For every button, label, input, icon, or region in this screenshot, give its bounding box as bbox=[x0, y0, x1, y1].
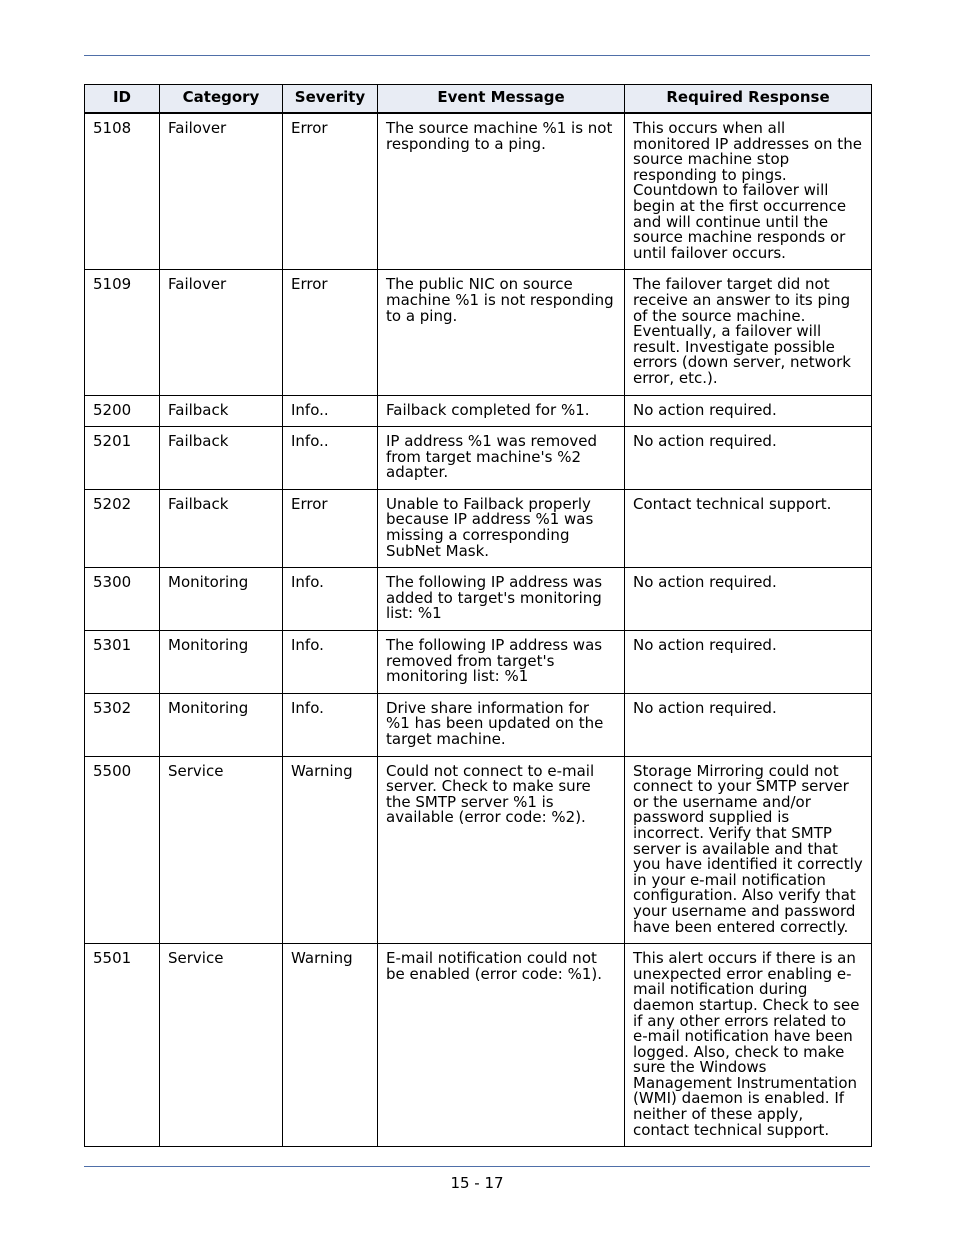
cell-required-response: This alert occurs if there is an unexpected error enabling e-mail notification during daemon startup. Check to see if any other errors related to e-mail notification have been logged. Also, check to make sure the Windows Management Instrumentation (WMI) daemon is enabled. If neither of these apply, contact technical support. bbox=[625, 944, 872, 1147]
cell-severity: Info.. bbox=[283, 395, 378, 427]
cell-category: Service bbox=[160, 756, 283, 944]
cell-severity: Warning bbox=[283, 944, 378, 1147]
cell-event-message: Unable to Failback properly because IP address %1 was missing a corresponding SubNet Mask. bbox=[378, 489, 625, 567]
cell-id: 5501 bbox=[85, 944, 160, 1147]
cell-event-message: The source machine %1 is not responding to a ping. bbox=[378, 113, 625, 270]
cell-required-response: This occurs when all monitored IP addresses on the source machine stop responding to pings. Countdown to failover will begin at the first occurrence and will continue until the source machine responds or until failover occurs. bbox=[625, 113, 872, 270]
cell-severity: Info.. bbox=[283, 427, 378, 490]
cell-required-response: Contact technical support. bbox=[625, 489, 872, 567]
table-row bbox=[85, 693, 872, 756]
cell-event-message: The following IP address was added to target's monitoring list: %1 bbox=[378, 568, 625, 631]
page-number: 15 - 17 bbox=[450, 1174, 504, 1192]
header-rule bbox=[84, 55, 870, 56]
table-row bbox=[85, 427, 872, 490]
cell-id: 5301 bbox=[85, 631, 160, 694]
cell-required-response: No action required. bbox=[625, 693, 872, 756]
cell-category: Service bbox=[160, 944, 283, 1147]
column-header-required-response: Required Response bbox=[625, 85, 872, 114]
cell-required-response: No action required. bbox=[625, 395, 872, 427]
event-table bbox=[84, 84, 872, 1147]
cell-event-message: Failback completed for %1. bbox=[378, 395, 625, 427]
cell-severity: Error bbox=[283, 489, 378, 567]
cell-id: 5302 bbox=[85, 693, 160, 756]
cell-required-response: No action required. bbox=[625, 568, 872, 631]
cell-category: Failback bbox=[160, 489, 283, 567]
cell-id: 5500 bbox=[85, 756, 160, 944]
cell-severity: Error bbox=[283, 270, 378, 395]
column-header-event-message: Event Message bbox=[378, 85, 625, 114]
cell-id: 5201 bbox=[85, 427, 160, 490]
column-header-severity: Severity bbox=[283, 85, 378, 114]
cell-severity: Info. bbox=[283, 693, 378, 756]
cell-severity: Info. bbox=[283, 568, 378, 631]
cell-category: Monitoring bbox=[160, 568, 283, 631]
table-row bbox=[85, 395, 872, 427]
cell-severity: Warning bbox=[283, 756, 378, 944]
column-header-id: ID bbox=[85, 85, 160, 114]
cell-severity: Info. bbox=[283, 631, 378, 694]
cell-event-message: IP address %1 was removed from target machine's %2 adapter. bbox=[378, 427, 625, 490]
cell-event-message: E-mail notification could not be enabled (error code: %1). bbox=[378, 944, 625, 1147]
table-row bbox=[85, 944, 872, 1147]
table-header-row bbox=[85, 85, 872, 114]
cell-severity: Error bbox=[283, 113, 378, 270]
table-row bbox=[85, 270, 872, 395]
table-row bbox=[85, 756, 872, 944]
cell-category: Monitoring bbox=[160, 631, 283, 694]
footer-rule bbox=[84, 1166, 870, 1167]
cell-event-message: Drive share information for %1 has been updated on the target machine. bbox=[378, 693, 625, 756]
cell-id: 5108 bbox=[85, 113, 160, 270]
column-header-category: Category bbox=[160, 85, 283, 114]
cell-required-response: No action required. bbox=[625, 427, 872, 490]
cell-required-response: Storage Mirroring could not connect to your SMTP server or the username and/or password supplied is incorrect. Verify that SMTP server is available and that you have identified it correctly in your e-mail notification configuration. Also verify that your username and password have been entered correctly. bbox=[625, 756, 872, 944]
cell-category: Monitoring bbox=[160, 693, 283, 756]
cell-event-message: Could not connect to e-mail server. Check to make sure the SMTP server %1 is available (error code: %2). bbox=[378, 756, 625, 944]
table-row bbox=[85, 631, 872, 694]
cell-required-response: The failover target did not receive an answer to its ping of the source machine. Eventually, a failover will result. Investigate possible errors (down server, network error, etc.). bbox=[625, 270, 872, 395]
cell-event-message: The public NIC on source machine %1 is not responding to a ping. bbox=[378, 270, 625, 395]
cell-category: Failover bbox=[160, 113, 283, 270]
cell-id: 5200 bbox=[85, 395, 160, 427]
cell-category: Failover bbox=[160, 270, 283, 395]
table-row bbox=[85, 113, 872, 270]
cell-id: 5300 bbox=[85, 568, 160, 631]
table-row bbox=[85, 489, 872, 567]
cell-category: Failback bbox=[160, 395, 283, 427]
cell-event-message: The following IP address was removed from target's monitoring list: %1 bbox=[378, 631, 625, 694]
cell-id: 5202 bbox=[85, 489, 160, 567]
cell-required-response: No action required. bbox=[625, 631, 872, 694]
cell-category: Failback bbox=[160, 427, 283, 490]
cell-id: 5109 bbox=[85, 270, 160, 395]
table-row bbox=[85, 568, 872, 631]
